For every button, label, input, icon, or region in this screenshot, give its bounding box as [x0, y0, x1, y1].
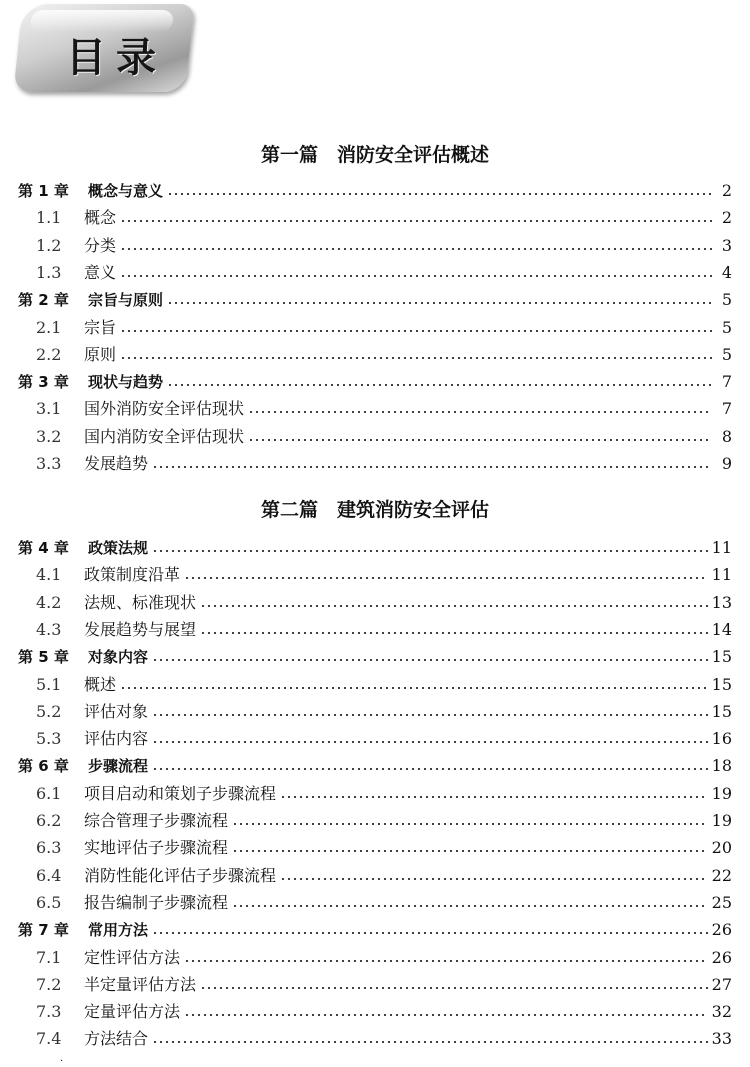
dot-leader [167, 193, 712, 195]
section-title: 概述 [84, 674, 117, 694]
chapter-title: 政策法规 [88, 539, 149, 557]
dot-leader [152, 932, 708, 934]
page-number: 7 [721, 399, 732, 419]
toc-chapter-row[interactable] [18, 287, 732, 313]
section-number: 7.2 [36, 974, 62, 994]
dot-leader [120, 357, 712, 359]
toc-section-row[interactable] [36, 835, 732, 861]
dot-leader [248, 439, 712, 441]
page-number: 11 [711, 538, 732, 557]
page-number: 7 [721, 372, 732, 392]
dot-leader [120, 275, 712, 277]
toc-section-row[interactable] [36, 945, 732, 971]
page-number: 22 [711, 865, 732, 885]
dot-leader [200, 632, 708, 634]
toc-section-row[interactable] [36, 205, 732, 231]
toc-section-row[interactable] [36, 890, 732, 916]
dot-leader [120, 248, 712, 250]
section-number: 7.1 [36, 947, 62, 967]
section-number: 3.3 [36, 454, 62, 473]
section-title: 国外消防安全评估现状 [84, 399, 245, 419]
section-title: 综合管理子步骤流程 [84, 811, 229, 830]
section-number: 4.3 [36, 619, 62, 639]
dot-leader [120, 330, 712, 332]
toc-chapter-row[interactable] [18, 369, 732, 395]
page-number: 26 [711, 947, 732, 967]
section-number: 1.1 [36, 208, 62, 228]
chapter-title: 现状与趋势 [88, 373, 164, 392]
toc-section-row[interactable] [36, 863, 732, 889]
toc-section-row[interactable] [36, 672, 732, 698]
page-number: 13 [711, 592, 732, 612]
dot-leader [232, 823, 708, 825]
section-number: 3.2 [36, 426, 62, 446]
page-corner-mark: · [60, 1056, 64, 1067]
page-number: 26 [711, 920, 732, 940]
section-title: 原则 [84, 344, 117, 364]
section-title: 消防性能化评估子步骤流程 [84, 865, 277, 885]
chapter-number: 第 5 章 [18, 648, 69, 667]
section-number: 2.1 [36, 317, 62, 337]
dot-leader [152, 1041, 708, 1043]
dot-leader [232, 905, 708, 907]
section-title: 评估对象 [84, 701, 149, 721]
chapter-number: 第 7 章 [18, 921, 69, 940]
dot-leader [248, 411, 712, 413]
toc-section-row[interactable] [36, 726, 732, 752]
toc-chapter-row[interactable] [18, 917, 732, 943]
section-title: 报告编制子步骤流程 [84, 892, 229, 912]
dot-leader [152, 768, 708, 770]
dot-leader [152, 741, 708, 743]
toc-section-row[interactable] [36, 1026, 732, 1052]
toc-section-row[interactable] [36, 590, 732, 616]
chapter-title: 对象内容 [88, 648, 149, 667]
dot-leader [200, 987, 708, 989]
dot-leader [184, 577, 708, 579]
section-number: 3.1 [36, 399, 62, 419]
page-number: 19 [711, 783, 732, 803]
page-number: 18 [711, 756, 732, 776]
page-number: 9 [721, 454, 732, 473]
dot-leader [280, 796, 708, 798]
section-number: 5.1 [36, 674, 62, 694]
part-title-1: 第一篇 消防安全评估概述 [260, 144, 489, 166]
dot-leader [120, 687, 708, 689]
section-number: 6.5 [36, 892, 62, 912]
dot-leader [120, 220, 712, 222]
section-number: 6.4 [36, 865, 62, 885]
toc-section-row[interactable] [36, 260, 732, 286]
page-number: 4 [721, 262, 732, 282]
section-title: 半定量评估方法 [84, 974, 197, 994]
section-number: 4.2 [36, 592, 62, 612]
chapter-number: 第 2 章 [18, 291, 69, 310]
section-title: 发展趋势 [84, 454, 149, 473]
toc-chapter-row[interactable] [18, 535, 732, 561]
page-number: 32 [711, 1002, 732, 1022]
section-number: 7.3 [36, 1002, 62, 1022]
section-title: 国内消防安全评估现状 [84, 426, 245, 446]
page-number: 16 [711, 729, 732, 749]
page-number: 19 [711, 811, 732, 830]
toc-section-row[interactable] [36, 562, 732, 588]
toc-section-row[interactable] [36, 972, 732, 998]
page-title: 目录 [66, 35, 166, 81]
dot-leader [184, 960, 708, 962]
section-number: 7.4 [36, 1029, 62, 1049]
toc-section-row[interactable] [36, 699, 732, 725]
section-title: 实地评估子步骤流程 [84, 838, 229, 858]
chapter-number: 第 3 章 [18, 373, 69, 392]
toc-chapter-row[interactable] [18, 178, 732, 204]
section-number: 1.2 [36, 235, 62, 255]
page-number: 2 [721, 208, 732, 228]
toc-section-row[interactable] [36, 424, 732, 450]
page-number: 25 [711, 892, 732, 912]
toc-section-row[interactable] [36, 315, 732, 341]
page-number: 15 [711, 647, 732, 667]
page-number: 5 [721, 317, 732, 337]
toc-section-row[interactable] [36, 396, 732, 422]
section-title: 宗旨 [84, 317, 117, 337]
section-title: 项目启动和策划子步骤流程 [84, 783, 277, 803]
page-number: 5 [721, 290, 732, 310]
toc-section-row[interactable] [36, 781, 732, 807]
section-title: 分类 [84, 235, 117, 255]
section-title: 方法结合 [84, 1029, 149, 1049]
dot-leader [184, 1014, 708, 1016]
page-number: 11 [711, 565, 732, 585]
chapter-number: 第 1 章 [18, 182, 69, 200]
dot-leader [200, 605, 708, 607]
section-title: 定性评估方法 [84, 947, 181, 967]
section-title: 发展趋势与展望 [84, 619, 197, 639]
section-number: 5.3 [36, 729, 62, 749]
page-number: 20 [711, 838, 732, 858]
toc-section-row[interactable] [36, 233, 732, 259]
section-title: 意义 [84, 262, 117, 282]
toc-chapter-row[interactable] [18, 753, 732, 779]
page-number: 15 [711, 674, 732, 694]
section-title: 政策制度沿革 [84, 565, 181, 585]
page-number: 8 [721, 426, 732, 446]
section-title: 评估内容 [84, 729, 149, 749]
toc-section-row[interactable] [36, 451, 732, 477]
page-number: 14 [711, 619, 732, 639]
toc-section-row[interactable] [36, 342, 732, 368]
toc-section-row[interactable] [36, 617, 732, 643]
section-title: 法规、标准现状 [84, 592, 197, 612]
section-number: 6.1 [36, 783, 62, 803]
dot-leader [167, 302, 712, 304]
page-number: 3 [721, 235, 732, 255]
dot-leader [152, 550, 708, 552]
section-number: 2.2 [36, 344, 62, 364]
section-title: 概念 [84, 208, 117, 228]
page-number: 33 [711, 1029, 732, 1049]
page-number: 2 [721, 181, 732, 200]
page-number: 27 [711, 974, 732, 994]
chapter-title: 宗旨与原则 [88, 291, 164, 310]
dot-leader [167, 384, 712, 386]
section-number: 6.2 [36, 811, 62, 830]
chapter-title: 步骤流程 [88, 757, 149, 776]
dot-leader [232, 850, 708, 852]
toc-section-row[interactable] [36, 999, 732, 1025]
chapter-title: 常用方法 [88, 921, 149, 940]
page-number: 15 [711, 701, 732, 721]
toc-section-row[interactable] [36, 808, 732, 834]
page-number: 5 [721, 344, 732, 364]
section-number: 1.3 [36, 262, 62, 282]
dot-leader [152, 466, 712, 468]
section-number: 4.1 [36, 565, 62, 585]
chapter-title: 概念与意义 [88, 182, 164, 200]
dot-leader [280, 878, 708, 880]
dot-leader [152, 659, 708, 661]
section-title: 定量评估方法 [84, 1002, 181, 1022]
toc-chapter-row[interactable] [18, 644, 732, 670]
chapter-number: 第 4 章 [18, 539, 69, 557]
part-title-2: 第二篇 建筑消防安全评估 [260, 499, 489, 521]
section-number: 6.3 [36, 838, 62, 858]
chapter-number: 第 6 章 [18, 757, 69, 776]
section-number: 5.2 [36, 701, 62, 721]
dot-leader [152, 714, 708, 716]
